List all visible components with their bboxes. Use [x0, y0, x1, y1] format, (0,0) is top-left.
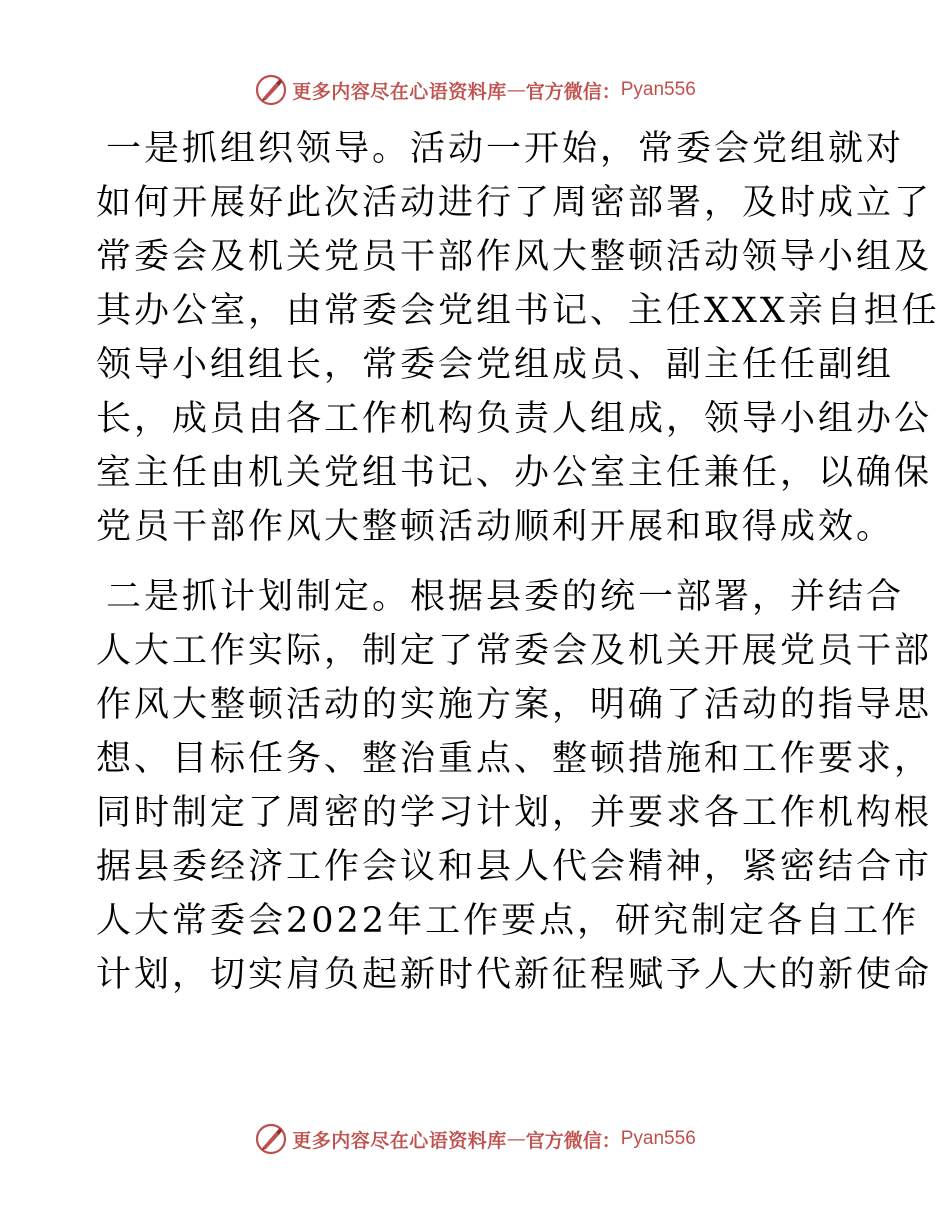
text-line: 人大常委会2022年工作要点，研究制定各自工作 — [96, 901, 920, 941]
pen-logo-icon — [254, 73, 288, 107]
text-line: 想、目标任务、整治重点、整顿措施和工作要求， — [96, 739, 933, 779]
text-line: 党员干部作风大整顿活动顺利开展和取得成效。 — [96, 507, 895, 547]
text-line: 同时制定了周密的学习计划，并要求各工作机构根 — [96, 793, 933, 833]
watermark-wechat-label: 官方微信： — [525, 80, 621, 103]
text-line: 人大工作实际，制定了常委会及机关开展党员干部 — [96, 631, 933, 671]
document-body — [96, 122, 940, 1002]
text-line: 室主任由机关党组书记、办公室主任兼任，以确保 — [96, 453, 933, 493]
text-line: 二是抓计划制定。根据县委的统一部署，并结合 — [106, 577, 905, 617]
paragraph-organization-leadership — [96, 122, 940, 554]
watermark-main-text: 更多内容尽在心语资料库 — [292, 1129, 507, 1152]
paragraph-plan-formulation — [96, 570, 933, 1002]
pen-logo-icon — [254, 1122, 288, 1156]
watermark-main-text: 更多内容尽在心语资料库 — [292, 80, 507, 103]
header-watermark — [0, 70, 950, 110]
text-line: 常委会及机关党员干部作风大整顿活动领导小组及 — [96, 237, 933, 277]
watermark-wechat-id: Pyan556 — [620, 79, 696, 100]
footer-watermark — [0, 1119, 950, 1159]
text-line: 如何开展好此次活动进行了周密部署，及时成立了 — [96, 183, 933, 223]
text-line: 领导小组组长，常委会党组成员、副主任任副组 — [96, 345, 895, 385]
text-line: 长，成员由各工作机构负责人组成，领导小组办公 — [96, 399, 933, 439]
text-line: 其办公室，由常委会党组书记、主任XXX亲自担任 — [96, 291, 940, 331]
watermark-wechat-label: 官方微信： — [525, 1129, 621, 1152]
text-line: 据县委经济工作会议和县人代会精神，紧密结合市 — [96, 847, 933, 887]
text-line: 计划，切实肩负起新时代新征程赋予人大的新使命 — [96, 955, 933, 995]
text-line: 作风大整顿活动的实施方案，明确了活动的指导思 — [96, 685, 933, 725]
watermark-dash: — — [506, 1128, 526, 1150]
text-line: 一是抓组织领导。活动一开始，常委会党组就对 — [106, 129, 905, 169]
watermark-wechat-id: Pyan556 — [620, 1128, 696, 1149]
watermark-dash: — — [506, 79, 526, 101]
